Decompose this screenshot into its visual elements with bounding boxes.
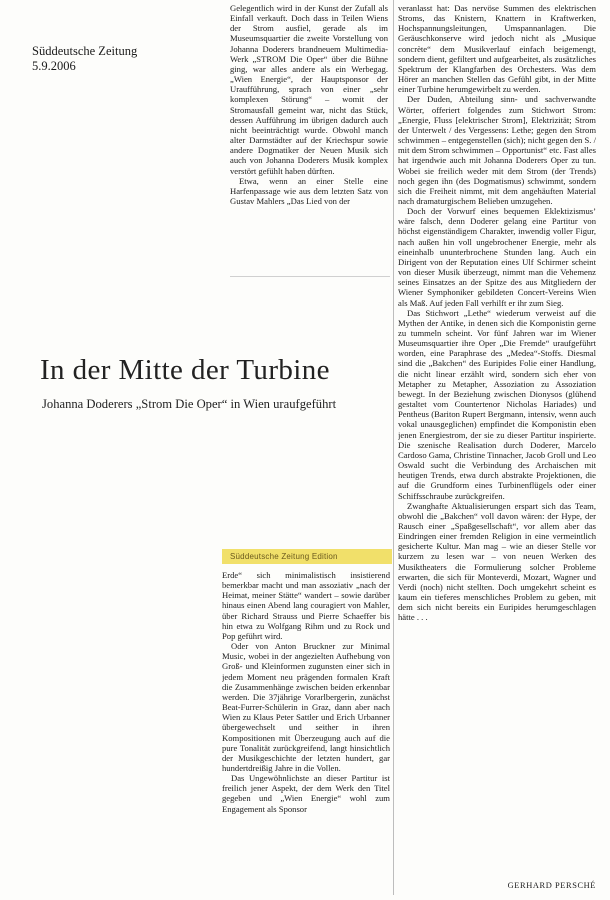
paragraph: Erde“ sich minimalistisch insistierend bemerkbar macht und man assoziativ „nach der Heimat, meiner Stätte“ wandert – sowie darüber hinaus einen Abend lang couragiert von Mahler, über Richard Strauss und Pierre Schaeffer bis hin etwa zu Wolfgang Rihm und zu Rock und Pop geführt wird. bbox=[222, 570, 390, 641]
column-left-top bbox=[230, 3, 388, 271]
paragraph: Etwa, wenn an einer Stelle eine Harfenpassage wie aus dem letzten Satz von Gustav Mahlers „Das Lied von der bbox=[230, 175, 388, 206]
headline: In der Mitte der Turbine bbox=[40, 354, 330, 386]
publication-date: 5.9.2006 bbox=[32, 59, 76, 73]
paragraph: Der Duden, Abteilung sinn- und sachverwandte Wörter, offeriert folgendes zum Stichwort Strom: „Energie, Fluss [elektrischer Strom], Elektrizität; Strom der Unterwelt / des Vergessens: Lethe; gegen den Strom schwimmen – entgegenstellen (sich); nicht gegen den S. / mit dem Strom schwimmen – Opportunist“ etc. Fast alles hat irgendwie auch mit Johanna Doderers Oper zu tun. Wobei sie freilich weder mit dem Strom (der Trends) noch gegen ihn (des Dogmatismus) schwimmt, sondern sich die Freiheit nimmt, mit dem angehäuften Material nach dramaturgischem Belieben umzugehen. bbox=[398, 94, 596, 206]
column-left-bottom bbox=[222, 570, 390, 895]
column-divider bbox=[393, 0, 394, 895]
paragraph: Das Stichwort „Lethe“ wiederum verweist auf die Mythen der Antike, in denen sich die Komponistin gerne zu tummeln scheint. Vor fünf Jahren war im Wiener Museumsquartier ihre Oper „Die Fremde“ uraufgeführt worden, eine Paraphrase des „Medea“-Stoffs. Diesmal sind die „Bakchen“ des Euripides Folie einer Handlung, die nicht linear erzählt wird, sondern sich eher von Metapher zu Metapher, Assoziation zu Assoziation bewegt. In der Beziehung zwischen Dionysos (glühend gestaltet vom Countertenor Nicholas Hariades) und Pentheus (Bariton Rupert Bergmann, intensiv, wenn auch vokal unausgeglichen) empfindet die Komponistin eben jenen Energiestrom, der sie zu dieser Partitur inspirierte. Die szenische Realisation durch Doderer, Marcelo Cardoso Gama, Christine Tinnacher, Jacob Groll und Leo Oswald sucht die Verbindung des Archaischen mit heutigen Trends, etwa durch abstrakte Projektionen, die auf die Grundform eines Turbinenflügels oder einer Schiffsschraube zurückgreifen. bbox=[398, 307, 596, 501]
paragraph: Zwanghafte Aktualisierungen erspart sich das Team, obwohl die „Bakchen“ voll davon wären: der Hype, der Rausch einer „Spaßgesellschaft“, vor allem aber das Eindringen einer fremden Religion in eine vermeintlich gesicherte Kultur. Man mag – wie an dieser Stelle vor kurzem zu lesen war – von neuen Werken des Musiktheaters die Formulierung solcher Probleme erwarten, die sich für Monteverdi, Mozart, Wagner und Verdi (noch) nicht stellten. Doch umgekehrt scheint es kaum ein tieferes menschliches Problem zu geben, mit dem sich nicht bereits ein Euripides herumgeschlagen hätte . . . bbox=[398, 500, 596, 623]
subheadline: Johanna Doderers „Strom Die Oper“ in Wien uraufgeführt bbox=[42, 397, 337, 411]
edition-banner: Süddeutsche Zeitung Edition bbox=[222, 549, 392, 564]
paragraph: Oder von Anton Bruckner zur Minimal Music, wobei in der angezielten Aufhebung von Groß- und Kleinformen zugunsten einer sich in jedem Moment neu prägenden formalen Kraft die Zusammenhänge zwischen beiden erkennbar werden. Die 37jährige Vorarlbergerin, zunächst Beat-Furrer-Schülerin in Graz, dann aber nach Wien zu Klaus Peter Sattler und Erich Urbanner übergewechselt und seither in ihren Kompositionen mit Überzeugung auch auf die pure Tonalität zurückgreifend, langt hinsichtlich der Musikgeschichte der letzten hundert, gar hundertdreißig Jahre in die Vollen. bbox=[222, 641, 390, 773]
headline-top-rule bbox=[230, 276, 390, 277]
author-byline: GERHARD PERSCHÉ bbox=[507, 881, 596, 890]
paragraph: Doch der Vorwurf eines bequemen Eklektizismus’ wäre falsch, denn Doderer gelang eine Partitur von höchst eigenständigem Charakter, inwendig voller Figur, nach außen hin voll ungebrochener Energie, mehr als eineinhalb ununterbrochene Stunden lang. Auch ein Dirigent von der Reputation eines Ulf Schirmer scheint von dieser Musik überzeugt, nimmt man die Vehemenz seines Einsatzes an der Spitze des aus Mitgliedern der Wiener Symphoniker gebildeten Concert-Vereins Wien als Maß. Auf jeden Fall verhilft er ihr zum Sieg. bbox=[398, 206, 596, 308]
paragraph: Das Ungewöhnlichste an dieser Partitur ist freilich jener Aspekt, der dem Werk den Titel gegeben und „Wien Energie“ wohl zum Engagement als Sponsor bbox=[222, 773, 390, 814]
column-right bbox=[398, 3, 596, 873]
paragraph: veranlasst hat: Das nervöse Summen des elektrischen Stroms, das Knistern, Knattern in Kraftwerken, Hochspannungsleitungen, Umspannanlagen. Die Geräuschkonserve wird jedoch nicht als „Musique concrète“ dem Musikverlauf einfach beigemengt, sondern dient, gefiltert und aufgearbeitet, als zusätzliches Spektrum der Klangfarben des Orchesters. Was dem Hörer an manchen Stellen das Gefühl gibt, in der Mitte einer Turbine herumgewirbelt zu werden. bbox=[398, 3, 596, 95]
newspaper-name: Süddeutsche Zeitung bbox=[32, 44, 138, 58]
paragraph: Gelegentlich wird in der Kunst der Zufall als Einfall verkauft. Doch dass in Teilen Wiens der Strom ausfiel, gerade als im Museumsquartier die zweite Vorstellung von Johanna Doderers brandneuem Multimedia-Werk „STROM Die Oper“ über die Bühne ging, war alles andere als ein Werbegag. „Wien Energie“, der Hauptsponsor der Uraufführung, sprach von einer „sehr komplexen Störung“ – womit der Stromausfall gemeint war, nicht das Stück, dessen Aufführung im übrigen dadurch auch nicht beeinträchtigt wurde. Obwohl manch alter Darmstädter auf der Kriechspur sowie andere Dogmatiker der Neuen Musik sich auch von Johanna Doderers Musik komplex verstört gefühlt haben dürften. bbox=[230, 3, 388, 176]
